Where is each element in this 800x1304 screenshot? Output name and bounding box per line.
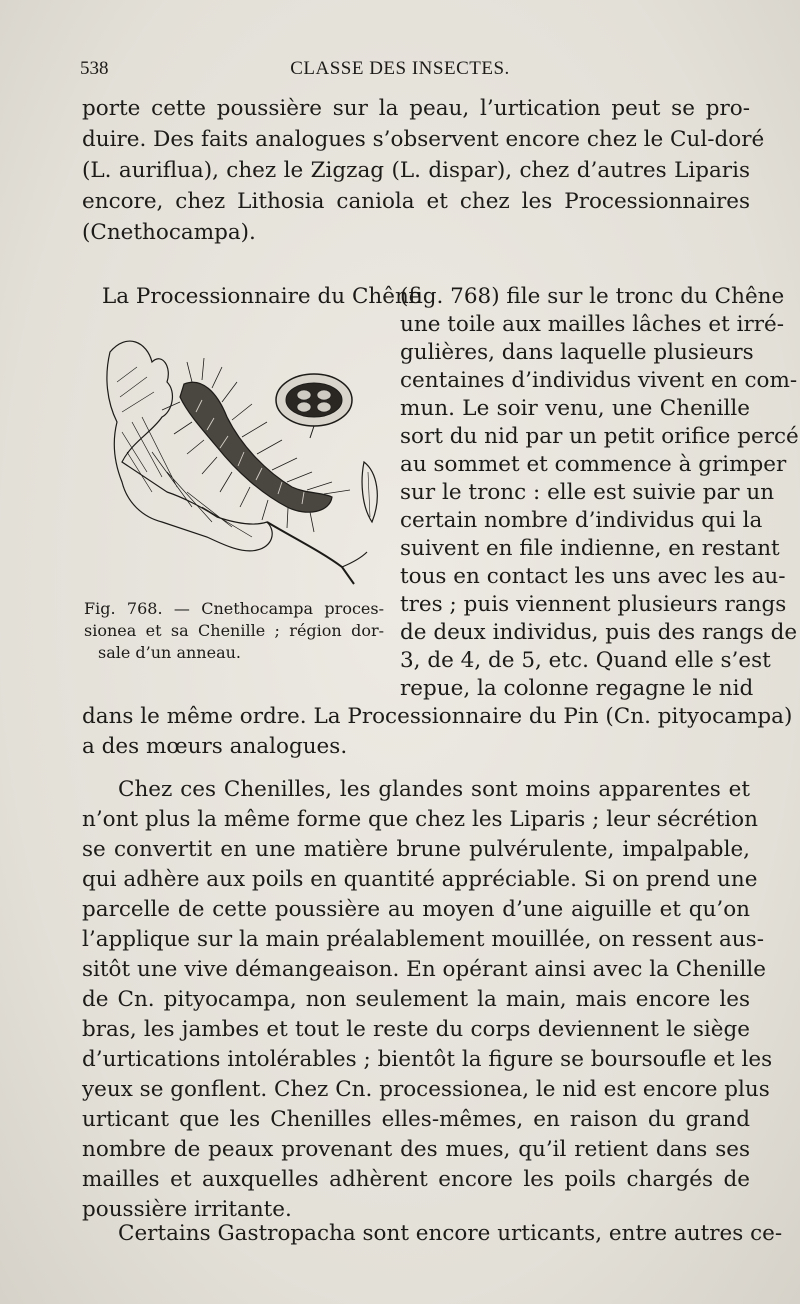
text-line: gulières, dans laquelle plusieurs <box>400 340 754 365</box>
text-line: dans le même ordre. La Processionnaire du Pin (Cn. pityocampa) <box>82 704 793 729</box>
text-line: bras, les jambes et tout le reste du corps deviennent le siège <box>82 1017 750 1042</box>
text-line: (Cnethocampa). <box>82 220 256 245</box>
text-line: sur le tronc : elle est suivie par un <box>400 480 775 505</box>
text-line: porte cette poussière sur la peau, l’urtication peut se pro- <box>82 96 750 121</box>
text-line: (L. auriflua), chez le Zigzag (L. dispar), chez d’autres Liparis <box>82 158 750 183</box>
text-line: de deux individus, puis des rangs de <box>400 620 798 645</box>
text-line: (fig. 768) file sur le tronc du Chêne <box>400 284 785 309</box>
text-line: l’applique sur la main préalablement mouillée, on ressent aus- <box>82 927 764 952</box>
segment-inset <box>276 374 352 438</box>
text-line: sort du nid par un petit orifice percé <box>400 424 799 449</box>
text-line: au sommet et commence à grimper <box>400 452 787 477</box>
figure-caption-line: sale d’un anneau. <box>98 643 241 662</box>
text-line: yeux se gonflent. Chez Cn. processionea, le nid est encore plus <box>82 1077 770 1102</box>
text-line: suivent en file indienne, en restant <box>400 536 780 561</box>
text-line: sitôt une vive démangeaison. En opérant ainsi avec la Chenille <box>82 957 766 982</box>
text-line: mun. Le soir venu, une Chenille <box>400 396 750 421</box>
text-line: tous en contact les uns avec les au- <box>400 564 786 589</box>
text-line: Certains Gastropacha sont encore urticants, entre autres ce- <box>118 1221 783 1246</box>
leaf-stem <box>267 522 354 584</box>
text-line: Chez ces Chenilles, les glandes sont moins apparentes et <box>118 777 750 802</box>
caterpillar-illustration <box>92 322 392 594</box>
text-line: centaines d’individus vivent en com- <box>400 368 798 393</box>
text-line: qui adhère aux poils en quantité appréciable. Si on prend une <box>82 867 758 892</box>
text-line: a des mœurs analogues. <box>82 734 348 759</box>
figure-caption-line: sionea et sa Chenille ; région dor- <box>84 621 384 640</box>
text-line: d’urtications intolérables ; bientôt la figure se boursoufle et les <box>82 1047 773 1072</box>
text-line: mailles et auxquelles adhèrent encore les poils chargés de <box>82 1167 750 1192</box>
page-number: 538 <box>80 58 109 79</box>
running-title: CLASSE DES INSECTES. <box>290 58 510 79</box>
text-line: La Processionnaire du Chêne <box>102 284 422 309</box>
text-line: repue, la colonne regagne le nid <box>400 676 754 701</box>
figure-caption-line: Fig. 768. — Cnethocampa proces- <box>84 599 384 618</box>
text-line: parcelle de cette poussière au moyen d’une aiguille et qu’on <box>82 897 750 922</box>
text-line: poussière irritante. <box>82 1197 292 1222</box>
text-line: se convertit en une matière brune pulvérulente, impalpable, <box>82 837 750 862</box>
text-line: urticant que les Chenilles elles-mêmes, en raison du grand <box>82 1107 750 1132</box>
text-line: une toile aux mailles lâches et irré- <box>400 312 784 337</box>
text-line: nombre de peaux provenant des mues, qu’il retient dans ses <box>82 1137 750 1162</box>
text-line: 3, de 4, de 5, etc. Quand elle s’est <box>400 648 771 673</box>
text-line: n’ont plus la même forme que chez les Liparis ; leur sécrétion <box>82 807 758 832</box>
oak-leaf-caterpillar-engraving <box>92 322 392 594</box>
text-line: tres ; puis viennent plusieurs rangs <box>400 592 787 617</box>
text-line: duire. Des faits analogues s’observent encore chez le Cul-doré <box>82 127 765 152</box>
page-header <box>80 58 720 84</box>
text-line: encore, chez Lithosia caniola et chez les Processionnaires <box>82 189 750 214</box>
text-line: de Cn. pityocampa, non seulement la main, mais encore les <box>82 987 750 1012</box>
text-line: certain nombre d’individus qui la <box>400 508 763 533</box>
